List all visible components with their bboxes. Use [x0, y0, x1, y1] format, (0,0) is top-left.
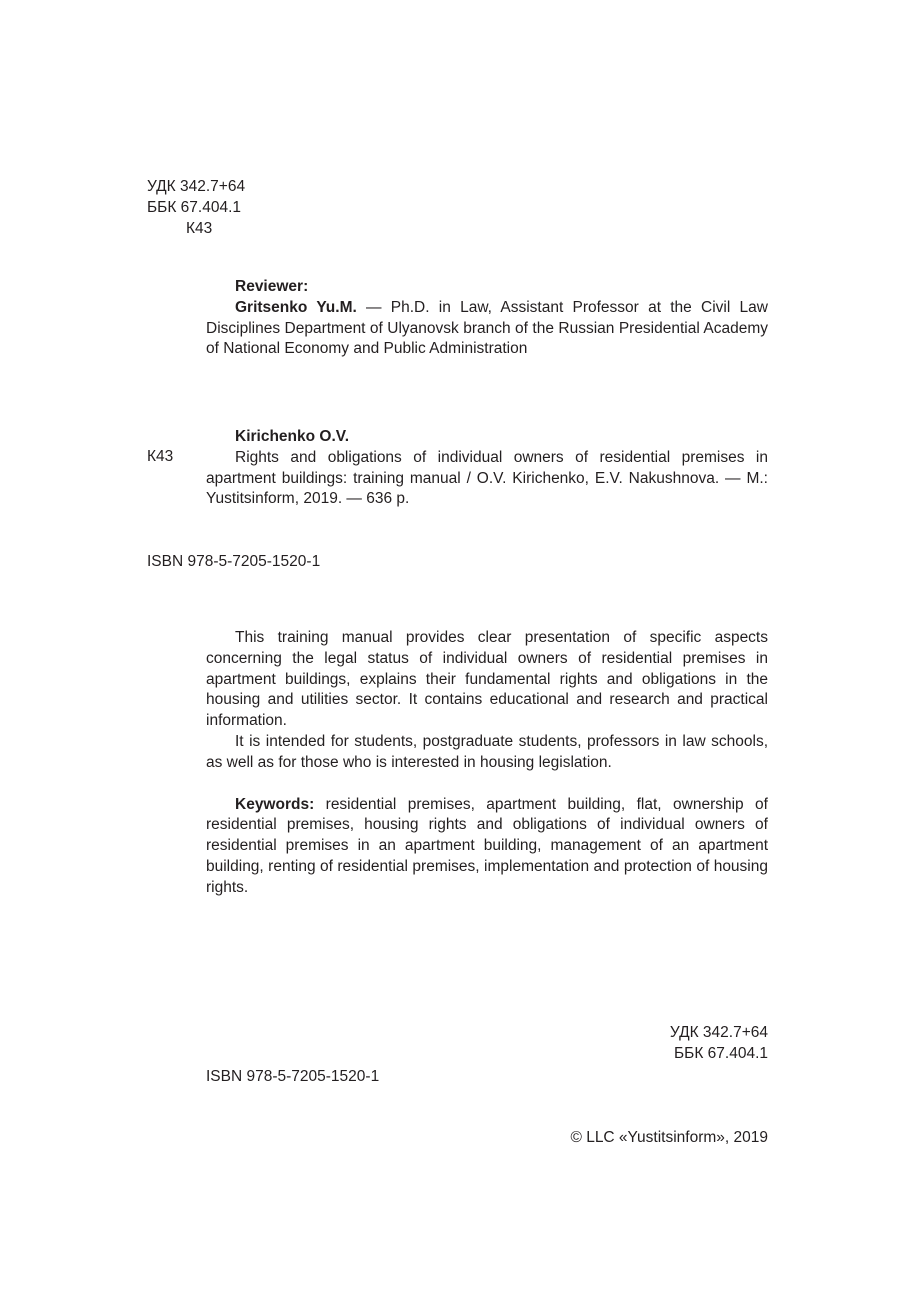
isbn-bottom: ISBN 978-5-7205-1520-1	[206, 1068, 380, 1085]
author-sign: К43	[186, 219, 213, 237]
udk-code-bottom: УДК 342.7+64	[669, 1024, 768, 1041]
bibliographic-record	[206, 427, 768, 510]
reviewer-heading: Reviewer:	[235, 278, 309, 295]
isbn-top: ISBN 978-5-7205-1520-1	[147, 553, 321, 570]
abstract-block	[206, 628, 768, 899]
classification-codes-bottom	[568, 1023, 768, 1065]
reviewer-block	[206, 277, 768, 360]
bibliographic-author-sign: К43	[147, 448, 174, 465]
classification-codes-top	[147, 177, 347, 239]
reviewer-details: — Ph.D. in Law, Assistant Professor at the Civil Law Disciplines Department of Ulyanovsk branch of the Russian Presidential Academy of National Economy and Public Administration	[206, 298, 768, 358]
abstract-paragraph-2: It is intended for students, postgraduate students, professors in law schools, as well as for those who is interested in housing legislation.	[206, 732, 768, 771]
bbk-code: ББК 67.404.1	[147, 198, 242, 216]
udk-code: УДК 342.7+64	[147, 178, 246, 195]
book-author: Kirichenko O.V.	[235, 428, 349, 445]
copyright-notice: © LLC «Yustitsinform», 2019	[570, 1129, 768, 1146]
keywords-paragraph	[206, 795, 768, 899]
abstract-paragraph-1: This training manual provides clear presentation of specific aspects concerning the legal status of individual owners of residential premises in apartment buildings, explains their fundamental rights and obligations in the housing and utilities sector. It contains educational and research and practical information.	[206, 629, 768, 730]
book-description: Rights and obligations of individual owners of residential premises in apartment buildings: training manual / O.V. Kirichenko, E.V. Nakushnova. — M.: Yustitsinform, 2019. — 636 p.	[206, 448, 768, 508]
reviewer-paragraph	[206, 298, 768, 360]
reviewer-name: Gritsenko Yu.M.	[235, 298, 357, 316]
bbk-code-bottom: ББК 67.404.1	[673, 1044, 768, 1062]
keywords-text: residential premises, apartment building, flat, ownership of residential premises, housing rights and obligations of individual owners of residential premises in an apartment building, management of an apartment building, renting of residential premises, implementation and protection of housing rights.	[206, 795, 768, 896]
keywords-label: Keywords:	[235, 795, 315, 813]
